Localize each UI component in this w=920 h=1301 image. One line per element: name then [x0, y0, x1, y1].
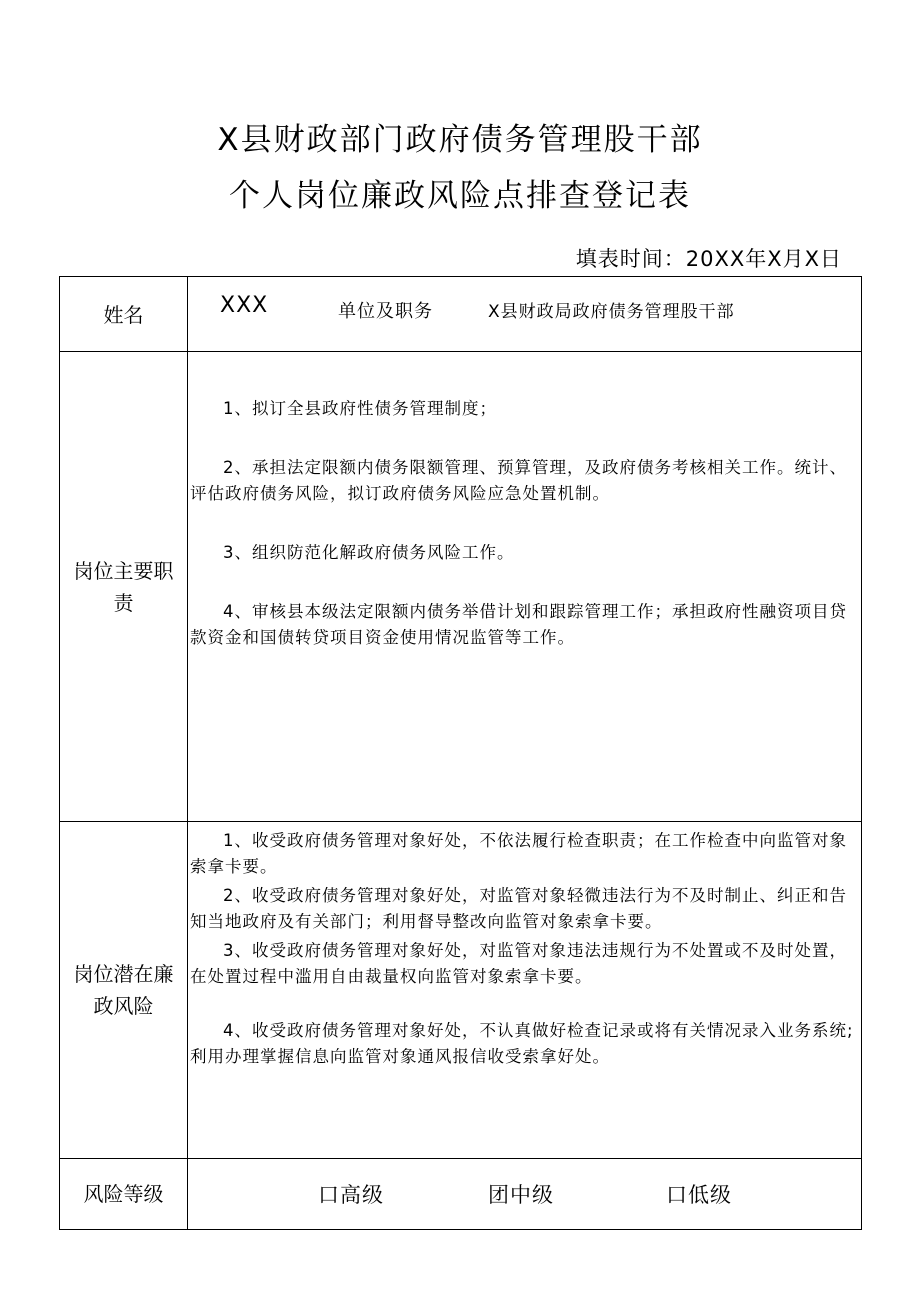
risk-level-options	[188, 1159, 862, 1230]
risk-level-row	[60, 1159, 862, 1230]
name-info-cell	[188, 277, 862, 352]
duties-content	[188, 352, 862, 822]
form-title-line1: X县财政部门政府债务管理股干部	[217, 122, 703, 158]
form-title-line2: 个人岗位廉政风险点排查登记表	[229, 178, 691, 214]
risk-item: 1、收受政府债务管理对象好处，不依法履行检查职责；在工作检查中向监管对象索拿卡要。	[190, 831, 847, 876]
unit-position-label: 单位及职务	[338, 301, 433, 322]
name-row	[60, 277, 862, 352]
name-label: 姓名	[60, 277, 188, 352]
risks-content	[188, 822, 862, 1159]
risk-level-medium-checkbox[interactable]: 团中级	[488, 1183, 554, 1207]
name-value: XXX	[220, 293, 269, 318]
duty-item: 4、审核县本级法定限额内债务举借计划和跟踪管理工作；承担政府性融资项目贷款资金和国债转贷项目资金使用情况监管等工作。	[190, 602, 847, 647]
risk-level-label: 风险等级	[60, 1159, 188, 1230]
risk-level-high-checkbox[interactable]: 口高级	[318, 1183, 384, 1207]
duty-item: 1、拟订全县政府性债务管理制度；	[223, 399, 497, 418]
duties-row	[60, 352, 862, 822]
risks-label: 岗位潜在廉政风险	[60, 822, 188, 1159]
duty-item: 2、承担法定限额内债务限额管理、预算管理，及政府债务考核相关工作。统计、评估政府债务风险，拟订政府债务风险应急处置机制。	[190, 458, 847, 503]
risks-row	[60, 822, 862, 1159]
duties-label: 岗位主要职责	[60, 352, 188, 822]
registration-table	[59, 276, 862, 1230]
risk-item: 3、收受政府债务管理对象好处，对监管对象违法违规行为不处置或不及时处置，在处置过程中滥用自由裁量权向监管对象索拿卡要。	[190, 941, 847, 986]
unit-position-value: X县财政局政府债务管理股干部	[488, 302, 735, 322]
fill-date: 填表时间：20XX年X月X日	[575, 247, 842, 271]
risk-item: 4、收受政府债务管理对象好处，不认真做好检查记录或将有关情况录入业务系统;利用办理掌握信息向监管对象通风报信收受索拿好处。	[190, 1021, 854, 1066]
duty-item: 3、组织防范化解政府债务风险工作。	[223, 543, 515, 562]
risk-item: 2、收受政府债务管理对象好处，对监管对象轻微违法行为不及时制止、纠正和告知当地政府及有关部门；利用督导整改向监管对象索拿卡要。	[190, 886, 847, 931]
risk-level-low-checkbox[interactable]: 口低级	[666, 1183, 732, 1207]
